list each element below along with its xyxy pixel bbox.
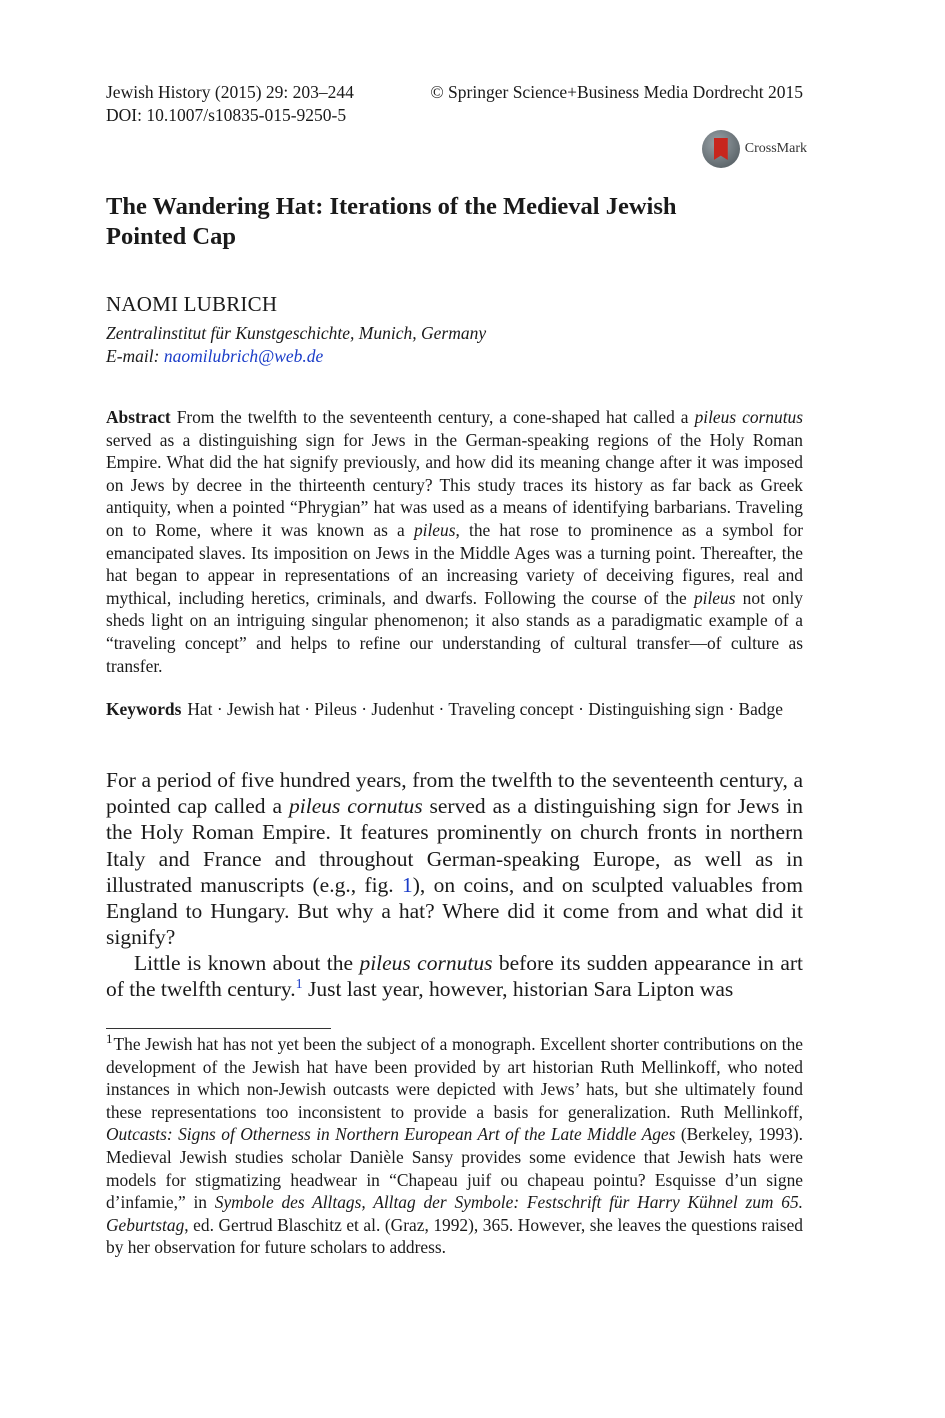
body-text: ), on coins, and on sculpted valuables from England to Hungary. But why a hat? Where did it come from and what did it signify? [106, 872, 803, 950]
footnote-text: (Berkeley, 1993). Medieval Jewish studies scholar Danièle Sansy provides some evidence that Jewish hats were models for stigmatizing headwear in “Chapeau juif ou chapeau pointu? Esquisse d’un signe d’infamie,” in [106, 1124, 803, 1213]
email-link[interactable]: naomilubrich@web.de [163, 346, 324, 366]
journal-citation: Jewish History (2015) 29: 203–244 [106, 82, 354, 102]
abstract-term: pileus [693, 587, 736, 608]
footnote-reference-link[interactable]: 1 [295, 977, 303, 993]
abstract-term: pileus [413, 519, 456, 540]
footnote-number: 1 [106, 1031, 113, 1047]
body-text: served as a distinguishing sign for Jews in the Holy Roman Empire. It features prominently on church fronts in northern Italy and France and throughout German-speaking Europe, as well as in illustrated manuscripts (e.g., fig. [106, 794, 804, 897]
article-title: The Wandering Hat: Iterations of the Medieval Jewish Pointed Cap [106, 193, 677, 250]
footnote-text: The Jewish hat has not yet been the subject of a monograph. Excellent shorter contributions on the development of the Jewish hat have been provided by art historian Ruth Mellinkoff, who noted instances in which non-Jewish outcasts were depicted with Jews’ hats, but she ultimately found these representations too inconsistent to provide a basis for generalization. Ruth Mellinkoff, [106, 1034, 803, 1122]
keywords-label: Keywords [106, 699, 182, 719]
footnote-1 [106, 1033, 803, 1259]
copyright-notice: © Springer Science+Business Media Dordrecht 2015 [430, 82, 803, 102]
body-paragraph-1 [106, 767, 803, 950]
footnote-title: Symbole des Alltags, Alltag der Symbole: Festschrift für Harry Kühnel zum 65. Geburtstag [106, 1192, 804, 1235]
body-text: Just last year, however, historian Sara Lipton was [302, 977, 734, 1002]
body-term: pileus cornutus [359, 951, 493, 975]
body-text: before its sudden appearance in art of the twelfth century. [106, 951, 803, 1002]
body-text: For a period of five hundred years, from the twelfth to the seventeenth century, a pointed cap called a [106, 768, 803, 819]
abstract-text: served as a distinguishing sign for Jews in the German-speaking regions of the Holy Roman Empire. What did the hat signify previously, and how did its meaning change after it was imposed on Jews by decree in the thirteenth century? This study traces its history as far back as Greek antiquity, when a pointed “Phrygian” hat was used as a means of identifying barbarians. Traveling on to Rome, where it was known as a [106, 429, 803, 540]
doi: DOI: 10.1007/s10835-015-9250-5 [106, 105, 347, 125]
figure-reference-link[interactable]: 1 [402, 872, 413, 897]
footnote-title: Outcasts: Signs of Otherness in Northern European Art of the Late Middle Ages [106, 1124, 676, 1145]
abstract-text: , the hat rose to prominence as a symbol for emancipated slaves. Its imposition on Jews in the Middle Ages was a turning point. Thereafter, the hat began to appear in representations of an increasing variety of deceiving figures, real and mythical, including heretics, criminals, and dwarfs. Following the course of the [106, 519, 803, 608]
author-email-line [106, 346, 323, 367]
keywords-list: Hat · Jewish hat · Pileus · Judenhut · Traveling concept · Distinguishing sign · Badge [187, 699, 783, 719]
body-text: Little is known about the [134, 951, 360, 975]
abstract-text: not only sheds light on an intriguing singular phenomenon; it also stands as a paradigmatic example of a “traveling concept” and helps to refine our understanding of cultural transfer—of culture as transfer. [106, 587, 803, 676]
email-label: E-mail: [106, 346, 164, 366]
body-term: pileus cornutus [289, 794, 423, 819]
abstract-term: pileus cornutus [694, 407, 803, 427]
crossmark-icon [702, 130, 740, 168]
body-paragraph-2 [106, 950, 803, 1002]
abstract [106, 406, 803, 677]
author-affiliation: Zentralinstitut für Kunstgeschichte, Munich, Germany [106, 323, 487, 343]
footnote-text: , ed. Gertrud Blaschitz et al. (Graz, 1992), 365. However, she leaves the questions raised by her observation for future scholars to address. [106, 1214, 803, 1258]
footnote-divider [106, 1028, 331, 1029]
author-name: NAOMI LUBRICH [106, 292, 278, 316]
crossmark-badge[interactable] [702, 130, 807, 168]
abstract-text: From the twelfth to the seventeenth century, a cone-shaped hat called a [176, 407, 695, 427]
keywords [106, 698, 803, 721]
abstract-label: Abstract [106, 407, 171, 427]
crossmark-label: CrossMark [744, 141, 807, 156]
